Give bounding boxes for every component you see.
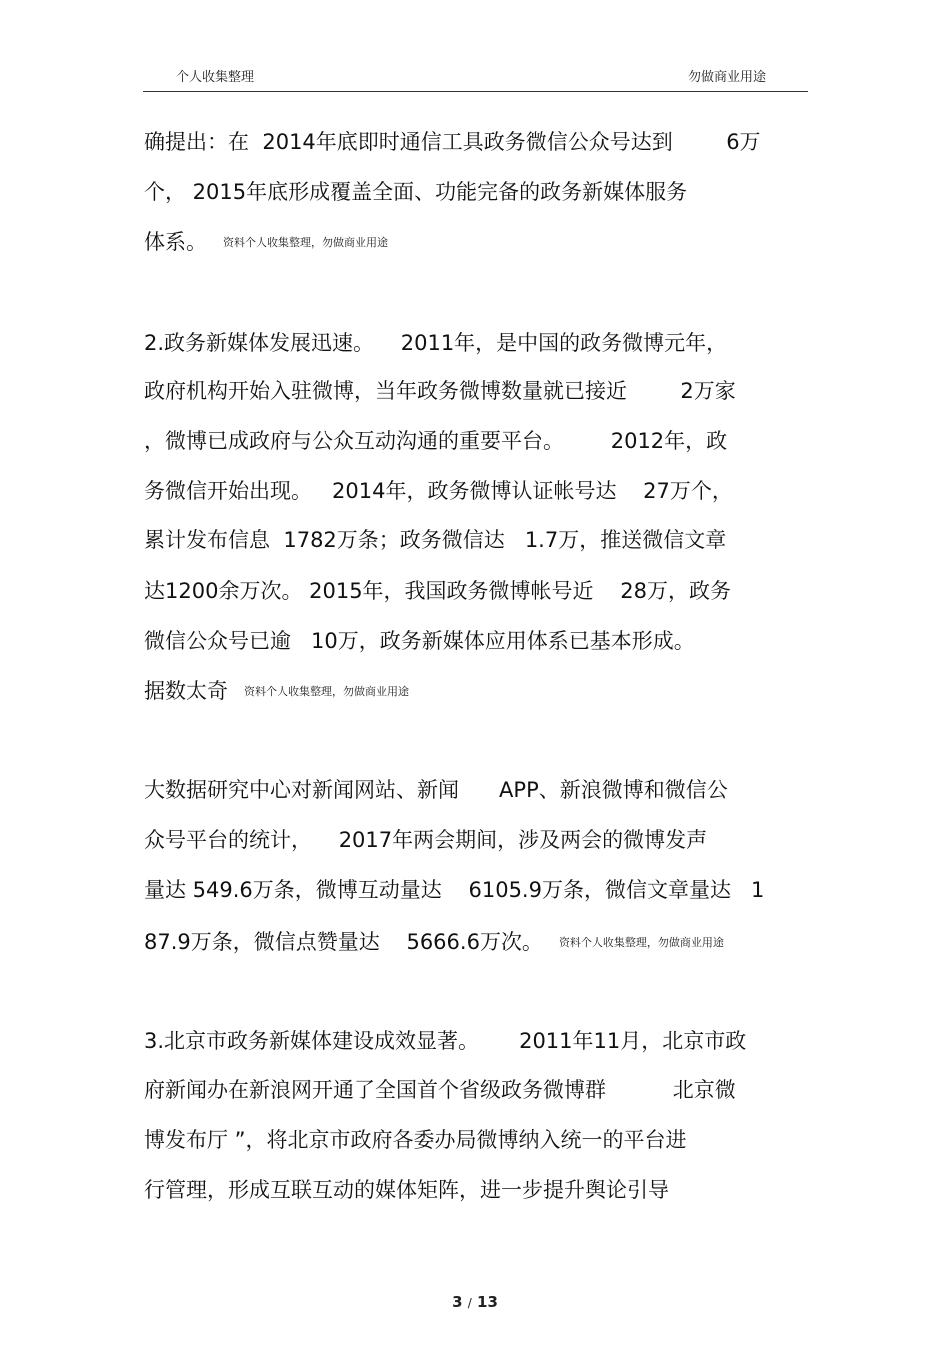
body-line: 众号平台的统计， 2017年两会期间，涉及两会的微博发声 (144, 828, 708, 852)
inline-note: 资料个人收集整理，勿做商业用途 (244, 685, 409, 698)
body-line: 累计发布信息 1782万条；政务微信达 1.7万，推送微信文章 (144, 528, 727, 552)
body-line: 个， 2015年底形成覆盖全面、功能完备的政务新媒体服务 (144, 180, 688, 204)
header-divider (143, 91, 808, 92)
body-line: 2.政务新媒体发展迅速。 2011年，是中国的政务微博元年， (144, 331, 728, 355)
body-line-text: 体系。 (144, 230, 207, 254)
body-line: 量达 549.6万条，微博互动量达 6105.9万条，微信文章量达 1 (144, 878, 765, 902)
page-current: 3 (452, 1293, 463, 1311)
page-separator: / (467, 1296, 472, 1310)
page-number (0, 1293, 950, 1311)
inline-note: 资料个人收集整理，勿做商业用途 (558, 936, 724, 949)
header-right-text: 勿做商业用途 (688, 70, 767, 85)
body-line-text: 87.9万条，微信点赞量达 5666.6万次。 (144, 930, 543, 954)
body-line: 行管理，形成互联互动的媒体矩阵，进一步提升舆论引导 (144, 1178, 669, 1202)
page-total: 13 (477, 1293, 498, 1311)
body-line: 达1200余万次。 2015年，我国政务微博帐号近 28万，政务 (144, 579, 731, 603)
body-line: 博发布厅 ”，将北京市政府各委办局微博纳入统一的平台进 (144, 1128, 687, 1152)
body-line (144, 227, 388, 258)
inline-note: 资料个人收集整理，勿做商业用途 (223, 236, 388, 249)
body-line: 确提出：在 2014年底即时通信工具政务微信公众号达到 6万 (144, 130, 761, 154)
body-line-text: 据数太奇 (144, 679, 228, 703)
body-line: 政府机构开始入驻微博，当年政务微博数量就已接近 2万家 (144, 379, 736, 403)
body-line (144, 927, 724, 958)
body-line: 微信公众号已逾 10万，政务新媒体应用体系已基本形成。 (144, 629, 695, 653)
body-line: 3.北京市政务新媒体建设成效显著。 2011年11月，北京市政 (144, 1029, 747, 1053)
body-line: ，微博已成政府与公众互动沟通的重要平台。 2012年，政 (144, 429, 728, 453)
body-line: 府新闻办在新浪网开通了全国首个省级政务微博群 北京微 (144, 1078, 736, 1102)
body-line: 务微信开始出现。 2014年，政务微博认证帐号达 27万个， (144, 479, 733, 503)
body-line (144, 676, 409, 707)
header-left-text: 个人收集整理 (176, 70, 255, 85)
body-line: 大数据研究中心对新闻网站、新闻 APP、新浪微博和微信公 (144, 778, 728, 802)
